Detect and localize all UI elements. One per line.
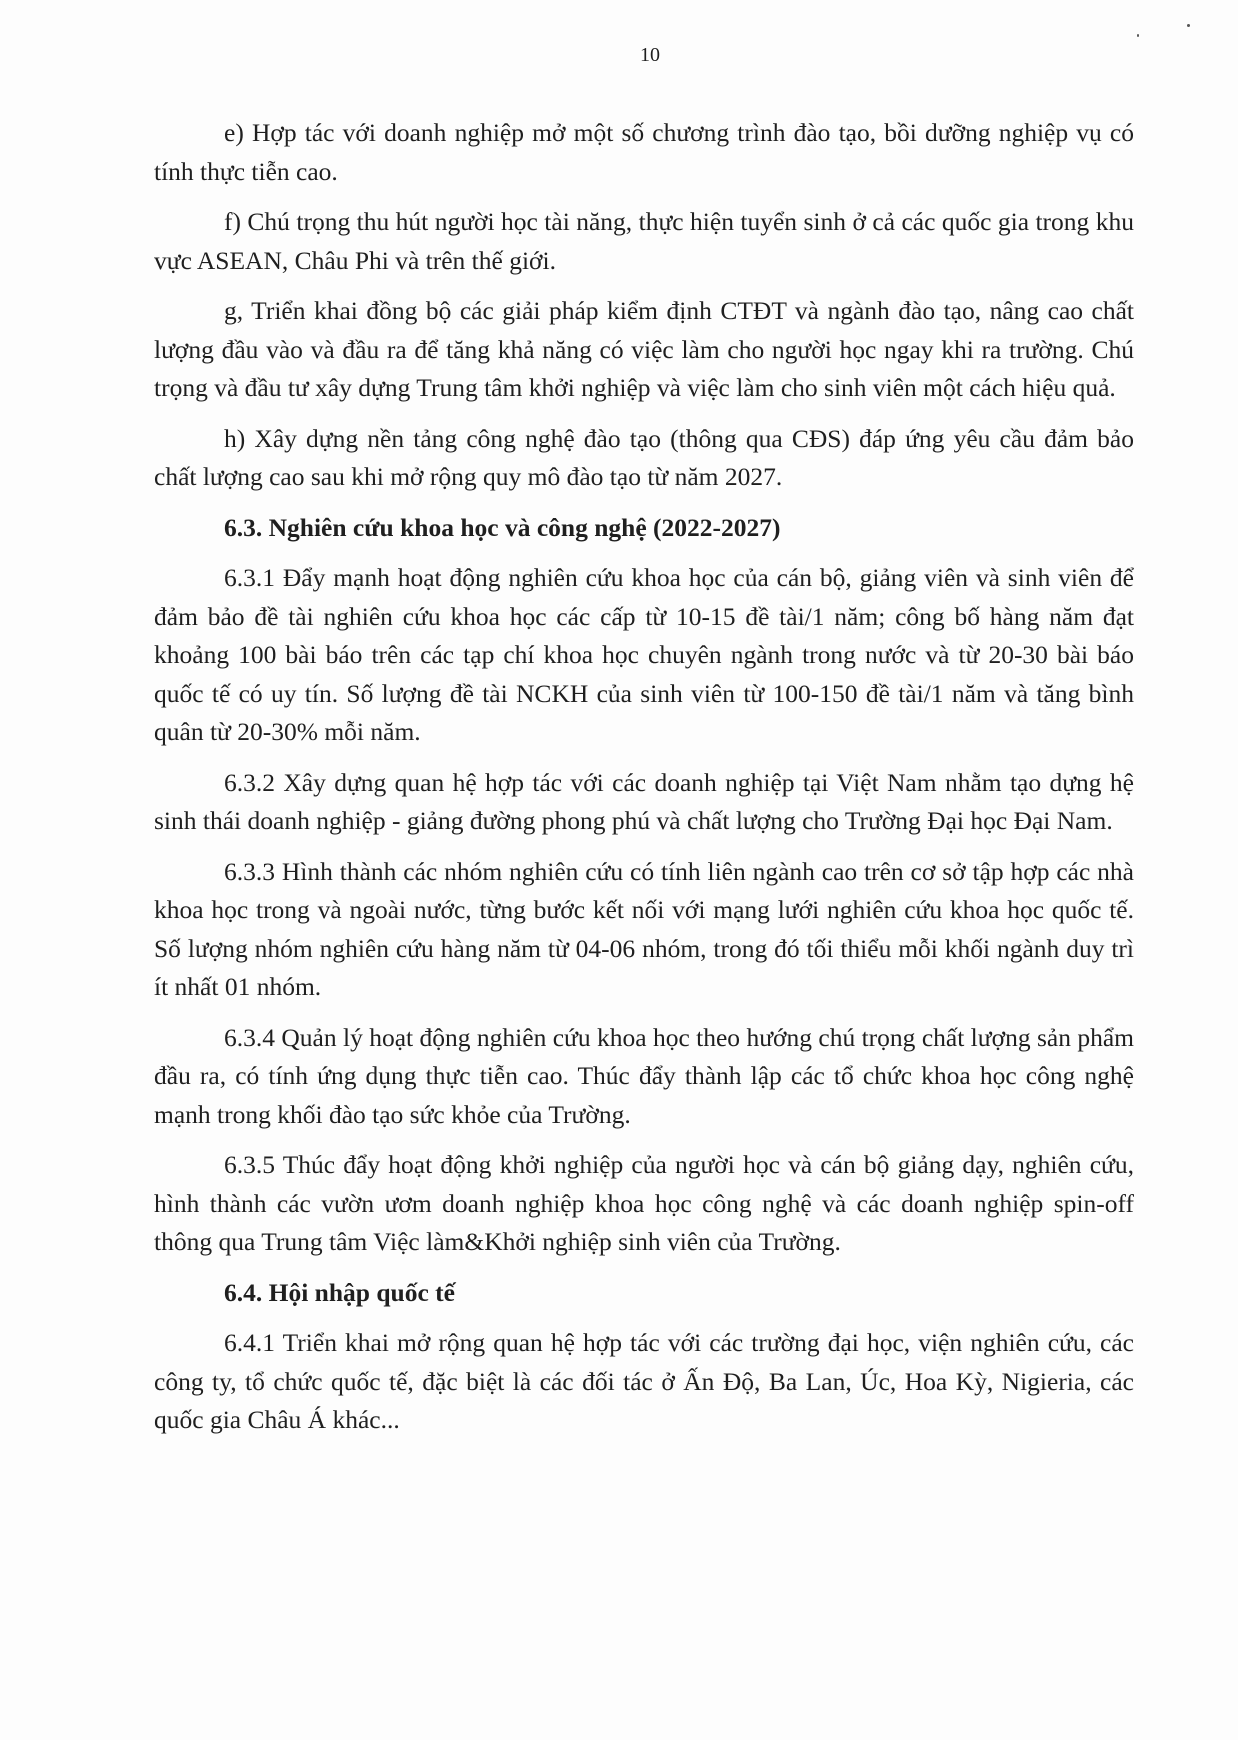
paragraph-6-3-1: 6.3.1 Đẩy mạnh hoạt động nghiên cứu khoa học của cán bộ, giảng viên và sinh viên để đảm bảo đề tài nghiên cứu khoa học các cấp từ 10-15 đề tài/1 năm; công bố hàng năm đạt khoảng 100 bài báo trên các tạp chí khoa học chuyên ngành trong nước và từ 20-30 bài báo quốc tế có uy tín. Số lượng đề tài NCKH của sinh viên từ 100-150 đề tài/1 năm và tăng bình quân từ 20-30% mỗi năm. xyxy=(154,563,1134,746)
scan-speck xyxy=(1137,34,1139,37)
page-number: 10 xyxy=(640,44,660,66)
document-body xyxy=(154,114,1134,1452)
scan-speck xyxy=(1187,24,1190,27)
paragraph-g: g, Triển khai đồng bộ các giải pháp kiểm định CTĐT và ngành đào tạo, nâng cao chất lượng đầu vào và đầu ra để tăng khả năng có việc làm cho người học ngay khi ra trường. Chú trọng và đầu tư xây dựng Trung tâm khởi nghiệp và việc làm cho sinh viên một cách hiệu quả. xyxy=(154,296,1134,402)
paragraph-6-3-4: 6.3.4 Quản lý hoạt động nghiên cứu khoa học theo hướng chú trọng chất lượng sản phẩm đầu ra, có tính ứng dụng thực tiễn cao. Thúc đẩy thành lập các tổ chức khoa học công nghệ mạnh trong khối đào tạo sức khỏe của Trường. xyxy=(154,1022,1134,1129)
paragraph-6-3-5: 6.3.5 Thúc đẩy hoạt động khởi nghiệp của người học và cán bộ giảng dạy, nghiên cứu, hình thành các vườn ươm doanh nghiệp khoa học công nghệ và các doanh nghiệp spin-off thông qua Trung tâm Việc làm&Khởi nghiệp sinh viên của Trường. xyxy=(154,1150,1134,1256)
paragraph-6-3-3: 6.3.3 Hình thành các nhóm nghiên cứu có tính liên ngành cao trên cơ sở tập hợp các nhà khoa học trong và ngoài nước, từng bước kết nối với mạng lưới nghiên cứu khoa học quốc tế. Số lượng nhóm nghiên cứu hàng năm từ 04-06 nhóm, trong đó tối thiểu mỗi khối ngành duy trì ít nhất 01 nhóm. xyxy=(154,856,1134,1001)
paragraph-e: e) Hợp tác với doanh nghiệp mở một số chương trình đào tạo, bồi dưỡng nghiệp vụ có tính thực tiễn cao. xyxy=(154,118,1134,186)
section-heading-6-3: 6.3. Nghiên cứu khoa học và công nghệ (2022-2027) xyxy=(224,512,781,542)
paragraph-f: f) Chú trọng thu hút người học tài năng, thực hiện tuyển sinh ở cả các quốc gia trong khu vực ASEAN, Châu Phi và trên thế giới. xyxy=(154,207,1134,275)
paragraph-6-4-1: 6.4.1 Triển khai mở rộng quan hệ hợp tác với các trường đại học, viện nghiên cứu, các công ty, tổ chức quốc tế, đặc biệt là các đối tác ở Ấn Độ, Ba Lan, Úc, Hoa Kỳ, Nigieria, các quốc gia Châu Á khác... xyxy=(154,1328,1134,1434)
paragraph-h: h) Xây dựng nền tảng công nghệ đào tạo (thông qua CĐS) đáp ứng yêu cầu đảm bảo chất lượng cao sau khi mở rộng quy mô đào tạo từ năm 2027. xyxy=(154,423,1134,491)
paragraph-6-3-2: 6.3.2 Xây dựng quan hệ hợp tác với các doanh nghiệp tại Việt Nam nhằm tạo dựng hệ sinh thái doanh nghiệp - giảng đường phong phú và chất lượng cho Trường Đại học Đại Nam. xyxy=(154,767,1134,835)
section-heading-6-4: 6.4. Hội nhập quốc tế xyxy=(224,1277,455,1307)
